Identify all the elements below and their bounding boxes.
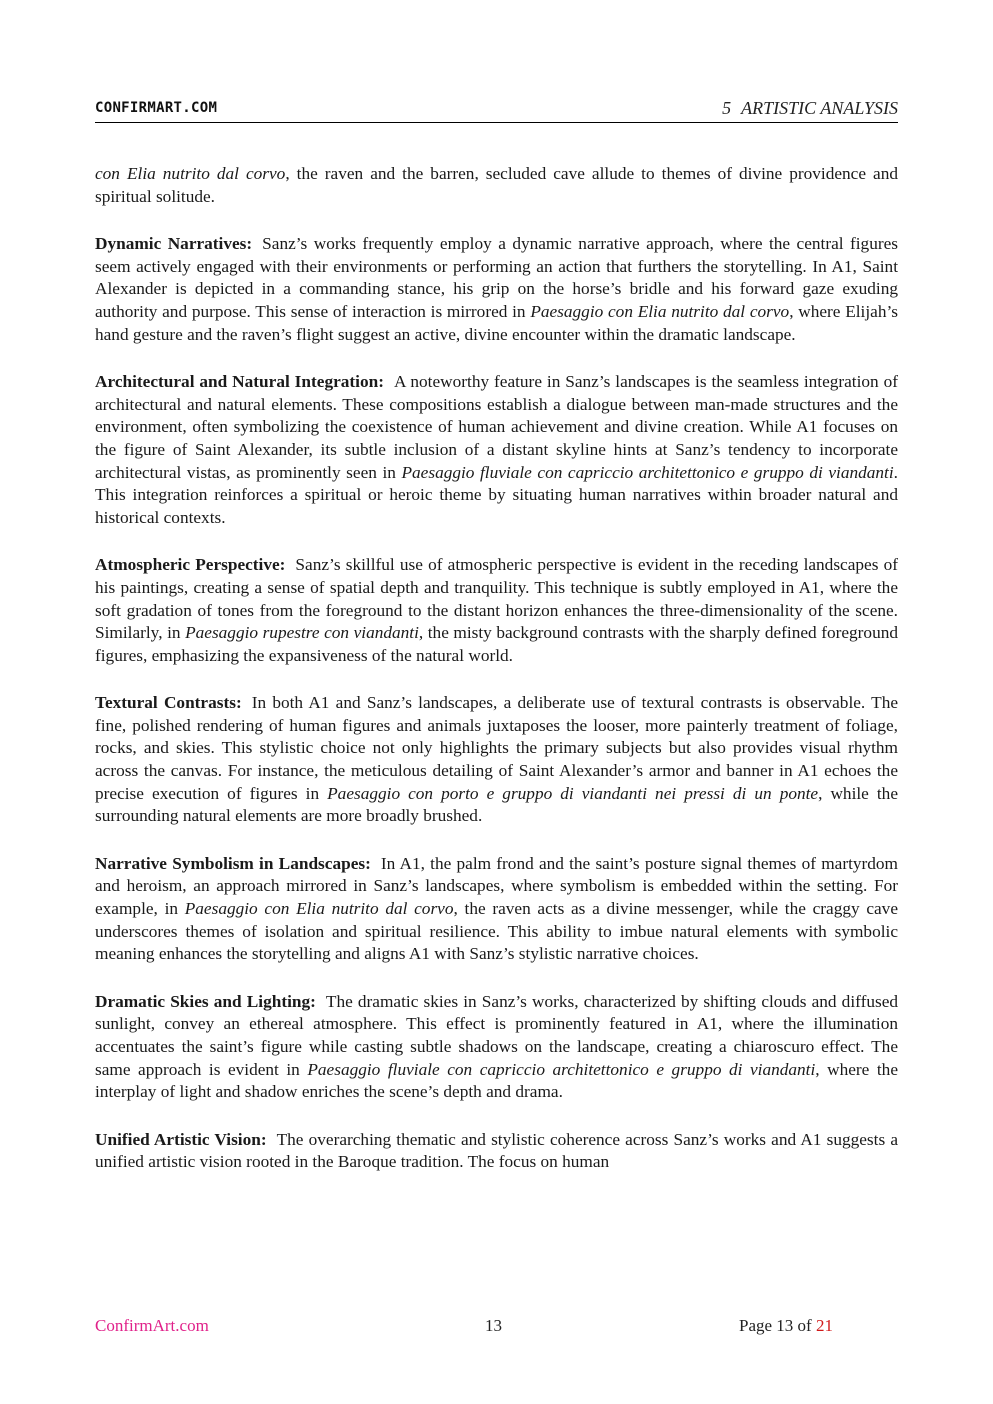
page-header [95, 98, 898, 123]
artwork-title: Paesaggio con porto e gruppo di viandanti nei pressi di un ponte [327, 783, 819, 803]
paragraph [95, 692, 898, 828]
paragraph-heading: Dramatic Skies and Lighting: [95, 991, 316, 1011]
paragraph [95, 233, 898, 346]
section-number: 5 [722, 98, 732, 118]
paragraph [95, 853, 898, 966]
paragraph-heading: Textural Contrasts: [95, 693, 242, 713]
paragraph-heading: Atmospheric Perspective: [95, 555, 286, 575]
artwork-title: con Elia nutrito dal corvo [95, 164, 286, 183]
site-logo: CONFIRMART.COM [95, 100, 218, 116]
artwork-title: Paesaggio rupestre con viandanti [185, 623, 419, 643]
artwork-title: Paesaggio con Elia nutrito dal corvo [530, 301, 790, 321]
paragraph-text: A noteworthy feature in Sanz’s landscapes is the seamless integration of architectural and natural elements. These compositions establish a dialogue between man-made structures and the environment, often symbolizing the coexistence of human achievement and divine creation. While A1 focuses on the figure of Saint Alexander, its subtle inclusion of a distant skyline hints at Sanz’s tendency to incorporate architectural vistas, as prominently seen in [95, 372, 898, 482]
paragraph-text: In both A1 and Sanz’s landscapes, a deliberate use of textural contrasts is observable. The fine, polished rendering of human figures and animals juxtaposes the looser, more painterly treatment of foliage, rocks, and skies. This stylistic choice not only highlights the primary subjects but also provides visual rhythm across the canvas. For instance, the meticulous detailing of Saint Alexander’s armor and banner in A1 echoes the precise execution of figures in [95, 693, 899, 803]
total-pages-link[interactable]: 21 [815, 1316, 833, 1335]
paragraph [95, 163, 898, 208]
footer-page-count [739, 1316, 833, 1336]
artwork-title: Paesaggio fluviale con capriccio architettonico e gruppo di viandanti [401, 462, 894, 482]
paragraph-text: Sanz’s works frequently employ a dynamic narrative approach, where the central figures seem actively engaged with their environments or performing an action that furthers the storytelling. In A1, Saint Alexander is depicted in a commanding stance, his grip on the horse’s bridle and his forward gaze exuding authority and purpose. This sense of interaction is mirrored in [95, 234, 898, 321]
running-section-title [722, 98, 898, 119]
paragraph-text: , the raven and the barren, secluded cave allude to themes of divine providence and spiritual solitude. [95, 164, 898, 206]
page-footer [95, 1316, 898, 1338]
paragraph [95, 1129, 898, 1174]
paragraph-heading: Unified Artistic Vision: [95, 1129, 267, 1149]
paragraph-text: , where the interplay of light and shadow enriches the scene’s depth and drama. [95, 1059, 898, 1102]
paragraph-heading: Dynamic Narratives: [95, 234, 253, 254]
paragraph-heading: Narrative Symbolism in Landscapes: [95, 853, 371, 873]
paragraph-text: In A1, the palm frond and the saint’s posture signal themes of martyrdom and heroism, an approach mirrored in Sanz’s landscapes, where symbolism is embedded within the setting. For example, in [95, 853, 898, 919]
paragraph-text: Sanz’s skillful use of atmospheric perspective is evident in the receding landscapes of his paintings, creating a sense of spatial depth and tranquility. This technique is subtly employed in A1, where the soft gradation of tones from the foreground to the distant horizon enhances the three-dimensionality of the scene. Similarly, in [95, 555, 899, 643]
page-count-label: Page 13 of [739, 1316, 812, 1335]
section-title: ARTISTIC ANALYSIS [741, 98, 898, 118]
paragraph-text: , the misty background contrasts with the sharply defined foreground figures, emphasizing the expansiveness of the natural world. [95, 623, 898, 665]
paragraph-text: , where Elijah’s hand gesture and the raven’s flight suggest an active, divine encounter within the dramatic landscape. [95, 301, 898, 344]
paragraph-text: The dramatic skies in Sanz’s works, characterized by shifting clouds and diffused sunlight, convey an ethereal atmosphere. This effect is prominently featured in A1, where the illumination accentuates the saint’s figure while casting subtle shadows on the landscape, creating a chiaroscuro effect. The same approach is evident in [95, 991, 899, 1079]
paragraph [95, 371, 898, 529]
paragraph [95, 991, 898, 1104]
paragraph-heading: Architectural and Natural Integration: [95, 372, 384, 392]
artwork-title: Paesaggio con Elia nutrito dal corvo [184, 899, 454, 919]
paragraph-text: . This integration reinforces a spiritual or heroic theme by situating human narratives within broader natural and historical contexts. [95, 462, 898, 527]
paragraph-text: , while the surrounding natural elements are more broadly brushed. [95, 783, 898, 826]
artwork-title: Paesaggio fluviale con capriccio architettonico e gruppo di viandanti [307, 1059, 816, 1079]
footer-site-link[interactable]: ConfirmArt.com [95, 1316, 209, 1335]
footer-page-number: 13 [485, 1316, 502, 1335]
document-body [95, 163, 898, 1199]
paragraph [95, 554, 898, 667]
paragraph-text: The overarching thematic and stylistic coherence across Sanz’s works and A1 suggests a unified artistic vision rooted in the Baroque tradition. The focus on human [95, 1129, 898, 1172]
paragraph-text: , the raven acts as a divine messenger, while the craggy cave underscores themes of isolation and spiritual resilience. This ability to imbue natural elements with symbolic meaning enhances the storytelling and aligns A1 with Sanz’s stylistic narrative choices. [95, 899, 898, 964]
